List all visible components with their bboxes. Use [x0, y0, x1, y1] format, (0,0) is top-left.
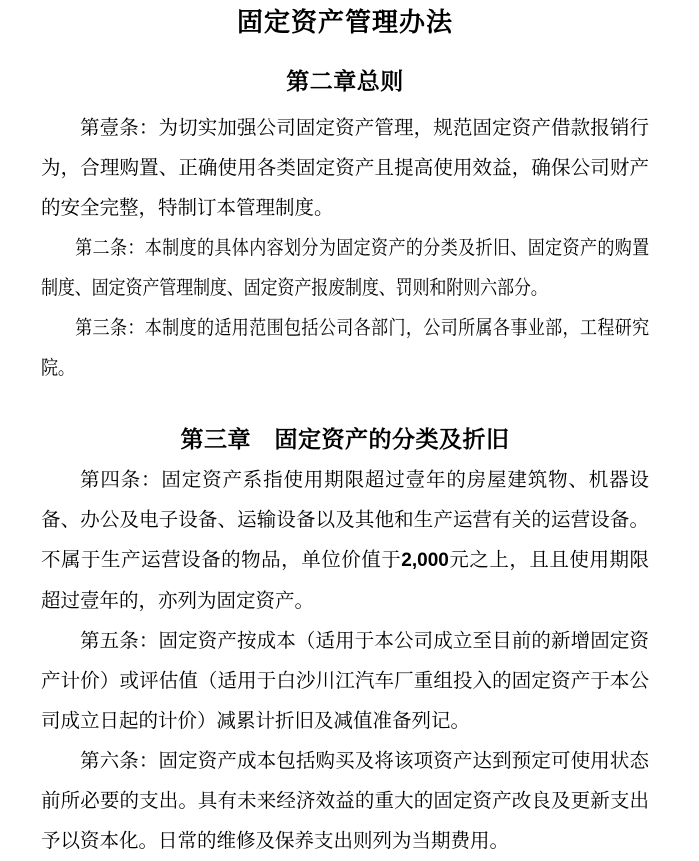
article-6-paragraph: 第六条：固定资产成本包括购买及将该项资产达到预定可使用状态前所必要的支出。具有未来经济效益的重大的固定资产改良及更新支出予以资本化。日常的维修及保养支出则列为当期费用。 — [41, 749, 649, 852]
article-2-paragraph: 第二条：本制度的具体内容划分为固定资产的分类及折旧、固定资产的购置制度、固定资产管理制度、固定资产报废制度、罚则和附则六部分。 — [41, 237, 650, 299]
article-5-paragraph: 第五条：固定资产按成本（适用于本公司成立至目前的新增固定资产计价）或评估值（适用于白沙川江汽车厂重组投入的固定资产于本公司成立日起的计价）减累计折旧及减值准备列记。 — [41, 629, 649, 732]
article-4-paragraph — [41, 460, 649, 621]
document-title: 固定资产管理办法 — [236, 8, 453, 38]
chapter-heading-2: 第二章总则 — [286, 69, 404, 95]
article-4-text-before-amount: 第四条：固定资产系指使用期限超过壹年的房屋建筑物、机器设备、办公及电子设备、运输设备以及其他和生产运营有关的运营设备。不属于生产运营设备的物品，单位价值于 — [41, 468, 649, 571]
article-1-paragraph: 第壹条：为切实加强公司固定资产管理，规范固定资产借款报销行为，合理购置、正确使用各类固定资产且提高使用效益，确保公司财产的安全完整，特制订本管理制度。 — [41, 116, 649, 219]
chapter-heading-3: 第三章 固定资产的分类及折旧 — [180, 427, 510, 453]
article-3-paragraph: 第三条：本制度的适用范围包括公司各部门，公司所属各事业部，工程研究院。 — [41, 317, 650, 379]
article-4-text-after-amount: 元之上，且且使用期限超过壹年的，亦列为固定资产。 — [41, 548, 649, 612]
article-4-amount-value: 2,000 — [401, 550, 449, 571]
